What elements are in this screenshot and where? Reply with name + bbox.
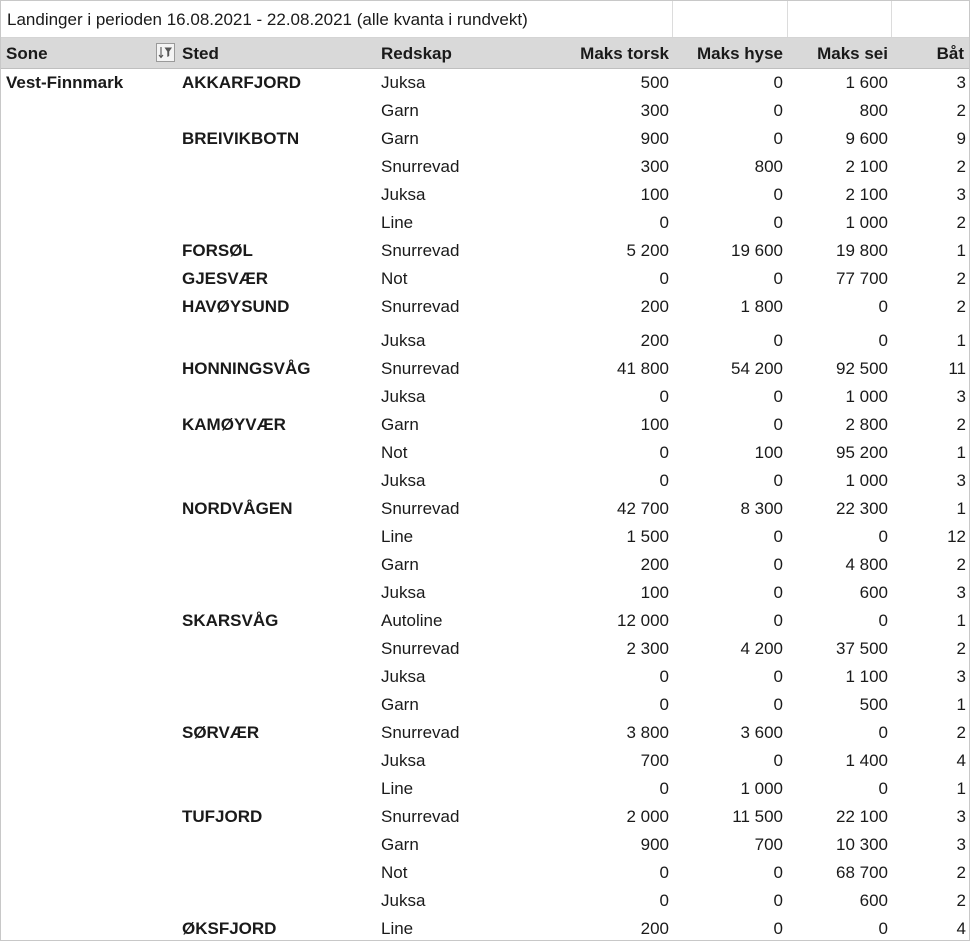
haddock-cell[interactable]: 0: [773, 891, 783, 910]
cod-cell[interactable]: 0: [659, 779, 669, 798]
cod-cell[interactable]: 12 000: [617, 611, 669, 630]
header-row: [1, 38, 969, 69]
table-row: [1, 692, 969, 720]
haddock-cell[interactable]: 0: [773, 213, 783, 232]
saithe-cell[interactable]: 9 600: [845, 129, 888, 148]
haddock-cell[interactable]: 800: [754, 157, 783, 176]
saithe-cell[interactable]: 37 500: [836, 639, 888, 658]
boats-cell[interactable]: 1: [956, 611, 966, 630]
cod-cell[interactable]: 2 300: [626, 639, 669, 658]
haddock-cell[interactable]: 0: [773, 667, 783, 686]
boats-cell[interactable]: 1: [956, 241, 966, 260]
boats-cell[interactable]: 2: [956, 639, 966, 658]
place-cell[interactable]: TUFJORD: [182, 807, 263, 826]
header-maks-torsk[interactable]: Maks torsk: [580, 44, 669, 63]
gear-cell[interactable]: Garn: [381, 415, 419, 434]
table-row: [1, 496, 969, 524]
haddock-cell[interactable]: 0: [773, 387, 783, 406]
saithe-cell[interactable]: 10 300: [836, 835, 888, 854]
boats-cell[interactable]: 1: [956, 779, 966, 798]
haddock-cell[interactable]: 0: [773, 415, 783, 434]
boats-cell[interactable]: 3: [956, 807, 966, 826]
table-row: [1, 266, 969, 294]
header-sted[interactable]: Sted: [182, 44, 219, 63]
haddock-cell[interactable]: 8 300: [740, 499, 783, 518]
gear-cell[interactable]: Not: [381, 443, 408, 462]
gear-cell[interactable]: Snurrevad: [381, 807, 460, 826]
gear-cell[interactable]: Snurrevad: [381, 241, 460, 260]
table-row: [1, 608, 969, 636]
place-cell[interactable]: BREIVIKBOTN: [182, 129, 300, 148]
saithe-cell[interactable]: 2 100: [845, 185, 888, 204]
table-row: [1, 888, 969, 916]
table-row: [1, 832, 969, 860]
gear-cell[interactable]: Juksa: [381, 751, 426, 770]
saithe-cell[interactable]: 2 100: [845, 157, 888, 176]
saithe-cell[interactable]: 22 300: [836, 499, 888, 518]
cod-cell[interactable]: 0: [659, 891, 669, 910]
gear-cell[interactable]: Juksa: [381, 891, 426, 910]
header-redskap[interactable]: Redskap: [381, 44, 452, 63]
saithe-cell[interactable]: 0: [878, 331, 888, 350]
haddock-cell[interactable]: 0: [773, 919, 783, 938]
table-row: [1, 384, 969, 412]
table-row: [1, 664, 969, 692]
boats-cell[interactable]: 4: [956, 751, 966, 770]
boats-cell[interactable]: 3: [956, 387, 966, 406]
haddock-cell[interactable]: 0: [773, 101, 783, 120]
table-row: [1, 636, 969, 664]
haddock-cell[interactable]: 0: [773, 863, 783, 882]
gear-cell[interactable]: Line: [381, 213, 414, 232]
haddock-cell[interactable]: 100: [754, 443, 783, 462]
table-row: [1, 294, 969, 322]
saithe-cell[interactable]: 600: [859, 891, 888, 910]
gear-cell[interactable]: Juksa: [381, 471, 426, 490]
boats-cell[interactable]: 2: [956, 269, 966, 288]
boats-cell[interactable]: 1: [956, 695, 966, 714]
saithe-cell[interactable]: 0: [878, 527, 888, 546]
cod-cell[interactable]: 2 000: [626, 807, 669, 826]
gear-cell[interactable]: Snurrevad: [381, 157, 460, 176]
gear-cell[interactable]: Juksa: [381, 667, 426, 686]
cod-cell[interactable]: 0: [659, 387, 669, 406]
cod-cell[interactable]: 900: [640, 835, 669, 854]
table-row: [1, 580, 969, 608]
table-row: [1, 524, 969, 552]
gear-cell[interactable]: Not: [381, 863, 408, 882]
haddock-cell[interactable]: 0: [773, 269, 783, 288]
haddock-cell[interactable]: 0: [773, 695, 783, 714]
gear-cell[interactable]: Line: [381, 779, 414, 798]
boats-cell[interactable]: 2: [956, 157, 966, 176]
haddock-cell[interactable]: 0: [773, 73, 783, 92]
haddock-cell[interactable]: 700: [754, 835, 783, 854]
haddock-cell[interactable]: 1 000: [740, 779, 783, 798]
cod-cell[interactable]: 900: [640, 129, 669, 148]
cod-cell[interactable]: 100: [640, 185, 669, 204]
boats-cell[interactable]: 2: [956, 723, 966, 742]
gear-cell[interactable]: Snurrevad: [381, 723, 460, 742]
gear-cell[interactable]: Juksa: [381, 331, 426, 350]
table-row: [1, 210, 969, 238]
boats-cell[interactable]: 2: [956, 555, 966, 574]
boats-cell[interactable]: 9: [956, 129, 966, 148]
table-row: [1, 126, 969, 154]
place-cell[interactable]: ØKSFJORD: [182, 919, 277, 938]
saithe-cell[interactable]: 22 100: [836, 807, 888, 826]
cod-cell[interactable]: 0: [659, 471, 669, 490]
table-row: [1, 804, 969, 832]
table-row: [1, 776, 969, 804]
saithe-cell[interactable]: 4 800: [845, 555, 888, 574]
saithe-cell[interactable]: 1 000: [845, 471, 888, 490]
cod-cell[interactable]: 0: [659, 213, 669, 232]
boats-cell[interactable]: 2: [956, 891, 966, 910]
table-row: [1, 468, 969, 496]
gear-cell[interactable]: Autoline: [381, 611, 443, 630]
boats-cell[interactable]: 2: [956, 863, 966, 882]
haddock-cell[interactable]: 4 200: [740, 639, 783, 658]
gear-cell[interactable]: Snurrevad: [381, 359, 460, 378]
gear-cell[interactable]: Garn: [381, 129, 419, 148]
table-row: [1, 440, 969, 468]
boats-cell[interactable]: 1: [956, 499, 966, 518]
boats-cell[interactable]: 1: [956, 443, 966, 462]
place-cell[interactable]: HAVØYSUND: [182, 297, 290, 316]
saithe-cell[interactable]: 1 100: [845, 667, 888, 686]
table-row: [1, 98, 969, 126]
cod-cell[interactable]: 100: [640, 583, 669, 602]
cod-cell[interactable]: 300: [640, 101, 669, 120]
cod-cell[interactable]: 0: [659, 695, 669, 714]
cell-divider: [672, 1, 673, 37]
cell-divider: [787, 1, 788, 37]
header-maks-sei[interactable]: Maks sei: [817, 44, 888, 63]
zone-cell[interactable]: Vest-Finnmark: [6, 73, 124, 92]
place-cell[interactable]: NORDVÅGEN: [182, 499, 293, 518]
saithe-cell[interactable]: 0: [878, 779, 888, 798]
cod-cell[interactable]: 41 800: [617, 359, 669, 378]
gear-cell[interactable]: Line: [381, 527, 414, 546]
gear-cell[interactable]: Juksa: [381, 583, 426, 602]
cod-cell[interactable]: 0: [659, 863, 669, 882]
saithe-cell[interactable]: 1 000: [845, 213, 888, 232]
boats-cell[interactable]: 1: [956, 331, 966, 350]
saithe-cell[interactable]: 0: [878, 611, 888, 630]
haddock-cell[interactable]: 0: [773, 583, 783, 602]
boats-cell[interactable]: 2: [956, 415, 966, 434]
gear-cell[interactable]: Line: [381, 919, 414, 938]
table-row: [1, 182, 969, 210]
haddock-cell[interactable]: 1 800: [740, 297, 783, 316]
boats-cell[interactable]: 2: [956, 297, 966, 316]
table-row: [1, 720, 969, 748]
place-cell[interactable]: GJESVÆR: [182, 269, 268, 288]
saithe-cell[interactable]: 92 500: [836, 359, 888, 378]
saithe-cell[interactable]: 500: [859, 695, 888, 714]
saithe-cell[interactable]: 68 700: [836, 863, 888, 882]
boats-cell[interactable]: 12: [947, 527, 966, 546]
table-row: [1, 70, 969, 98]
gear-cell[interactable]: Juksa: [381, 73, 426, 92]
haddock-cell[interactable]: 0: [773, 331, 783, 350]
saithe-cell[interactable]: 1 600: [845, 73, 888, 92]
saithe-cell[interactable]: 95 200: [836, 443, 888, 462]
saithe-cell[interactable]: 1 400: [845, 751, 888, 770]
table-row: [1, 356, 969, 384]
gear-cell[interactable]: Garn: [381, 555, 419, 574]
header-bat[interactable]: Båt: [936, 44, 964, 63]
saithe-cell[interactable]: 0: [878, 723, 888, 742]
cod-cell[interactable]: 500: [640, 73, 669, 92]
haddock-cell[interactable]: 0: [773, 129, 783, 148]
haddock-cell[interactable]: 0: [773, 185, 783, 204]
cod-cell[interactable]: 200: [640, 331, 669, 350]
cod-cell[interactable]: 200: [640, 555, 669, 574]
gear-cell[interactable]: Juksa: [381, 185, 426, 204]
boats-cell[interactable]: 3: [956, 471, 966, 490]
haddock-cell[interactable]: 54 200: [731, 359, 783, 378]
boats-cell[interactable]: 3: [956, 835, 966, 854]
gear-cell[interactable]: Snurrevad: [381, 499, 460, 518]
saithe-cell[interactable]: 19 800: [836, 241, 888, 260]
cod-cell[interactable]: 0: [659, 269, 669, 288]
saithe-cell[interactable]: 77 700: [836, 269, 888, 288]
gear-cell[interactable]: Garn: [381, 101, 419, 120]
title-row: [1, 1, 969, 38]
gear-cell[interactable]: Snurrevad: [381, 297, 460, 316]
boats-cell[interactable]: 3: [956, 73, 966, 92]
saithe-cell[interactable]: 600: [859, 583, 888, 602]
table-row: [1, 154, 969, 182]
header-maks-hyse[interactable]: Maks hyse: [697, 44, 783, 63]
saithe-cell[interactable]: 1 000: [845, 387, 888, 406]
place-cell[interactable]: SKARSVÅG: [182, 611, 279, 630]
cod-cell[interactable]: 0: [659, 443, 669, 462]
haddock-cell[interactable]: 0: [773, 555, 783, 574]
cod-cell[interactable]: 200: [640, 297, 669, 316]
place-cell[interactable]: AKKARFJORD: [182, 73, 301, 92]
place-cell[interactable]: FORSØL: [182, 241, 253, 260]
boats-cell[interactable]: 4: [956, 919, 966, 938]
cod-cell[interactable]: 42 700: [617, 499, 669, 518]
boats-cell[interactable]: 3: [956, 667, 966, 686]
boats-cell[interactable]: 11: [948, 359, 966, 378]
report-title: Landinger i perioden 16.08.2021 - 22.08.2021 (alle kvanta i rundvekt): [7, 10, 528, 29]
cod-cell[interactable]: 0: [659, 667, 669, 686]
cod-cell[interactable]: 5 200: [626, 241, 669, 260]
boats-cell[interactable]: 2: [956, 101, 966, 120]
haddock-cell[interactable]: 19 600: [731, 241, 783, 260]
header-sone[interactable]: Sone: [6, 44, 48, 63]
haddock-cell[interactable]: 0: [773, 471, 783, 490]
place-cell[interactable]: HONNINGSVÅG: [182, 359, 311, 378]
boats-cell[interactable]: 3: [956, 583, 966, 602]
saithe-cell[interactable]: 0: [878, 919, 888, 938]
cod-cell[interactable]: 200: [640, 919, 669, 938]
table-row: [1, 552, 969, 580]
table-row: [1, 916, 969, 944]
haddock-cell[interactable]: 0: [773, 527, 783, 546]
table-row: [1, 328, 969, 356]
boats-cell[interactable]: 2: [956, 213, 966, 232]
table-row: [1, 748, 969, 776]
table-row: [1, 860, 969, 888]
gear-cell[interactable]: Juksa: [381, 387, 426, 406]
cell-divider: [891, 1, 892, 37]
cod-cell[interactable]: 3 800: [626, 723, 669, 742]
cod-cell[interactable]: 100: [640, 415, 669, 434]
saithe-cell[interactable]: 0: [878, 297, 888, 316]
saithe-cell[interactable]: 800: [859, 101, 888, 120]
gear-cell[interactable]: Snurrevad: [381, 639, 460, 658]
haddock-cell[interactable]: 0: [773, 751, 783, 770]
haddock-cell[interactable]: 0: [773, 611, 783, 630]
table-row: [1, 238, 969, 266]
haddock-cell[interactable]: 3 600: [740, 723, 783, 742]
boats-cell[interactable]: 3: [956, 185, 966, 204]
gear-cell[interactable]: Garn: [381, 835, 419, 854]
haddock-cell[interactable]: 11 500: [732, 807, 783, 826]
table-row: [1, 412, 969, 440]
place-cell[interactable]: SØRVÆR: [182, 723, 260, 742]
gear-cell[interactable]: Not: [381, 269, 408, 288]
saithe-cell[interactable]: 2 800: [845, 415, 888, 434]
cod-cell[interactable]: 300: [640, 157, 669, 176]
cod-cell[interactable]: 700: [640, 751, 669, 770]
place-cell[interactable]: KAMØYVÆR: [182, 415, 286, 434]
cod-cell[interactable]: 1 500: [626, 527, 669, 546]
filter-dropdown-icon[interactable]: [156, 43, 175, 62]
gear-cell[interactable]: Garn: [381, 695, 419, 714]
